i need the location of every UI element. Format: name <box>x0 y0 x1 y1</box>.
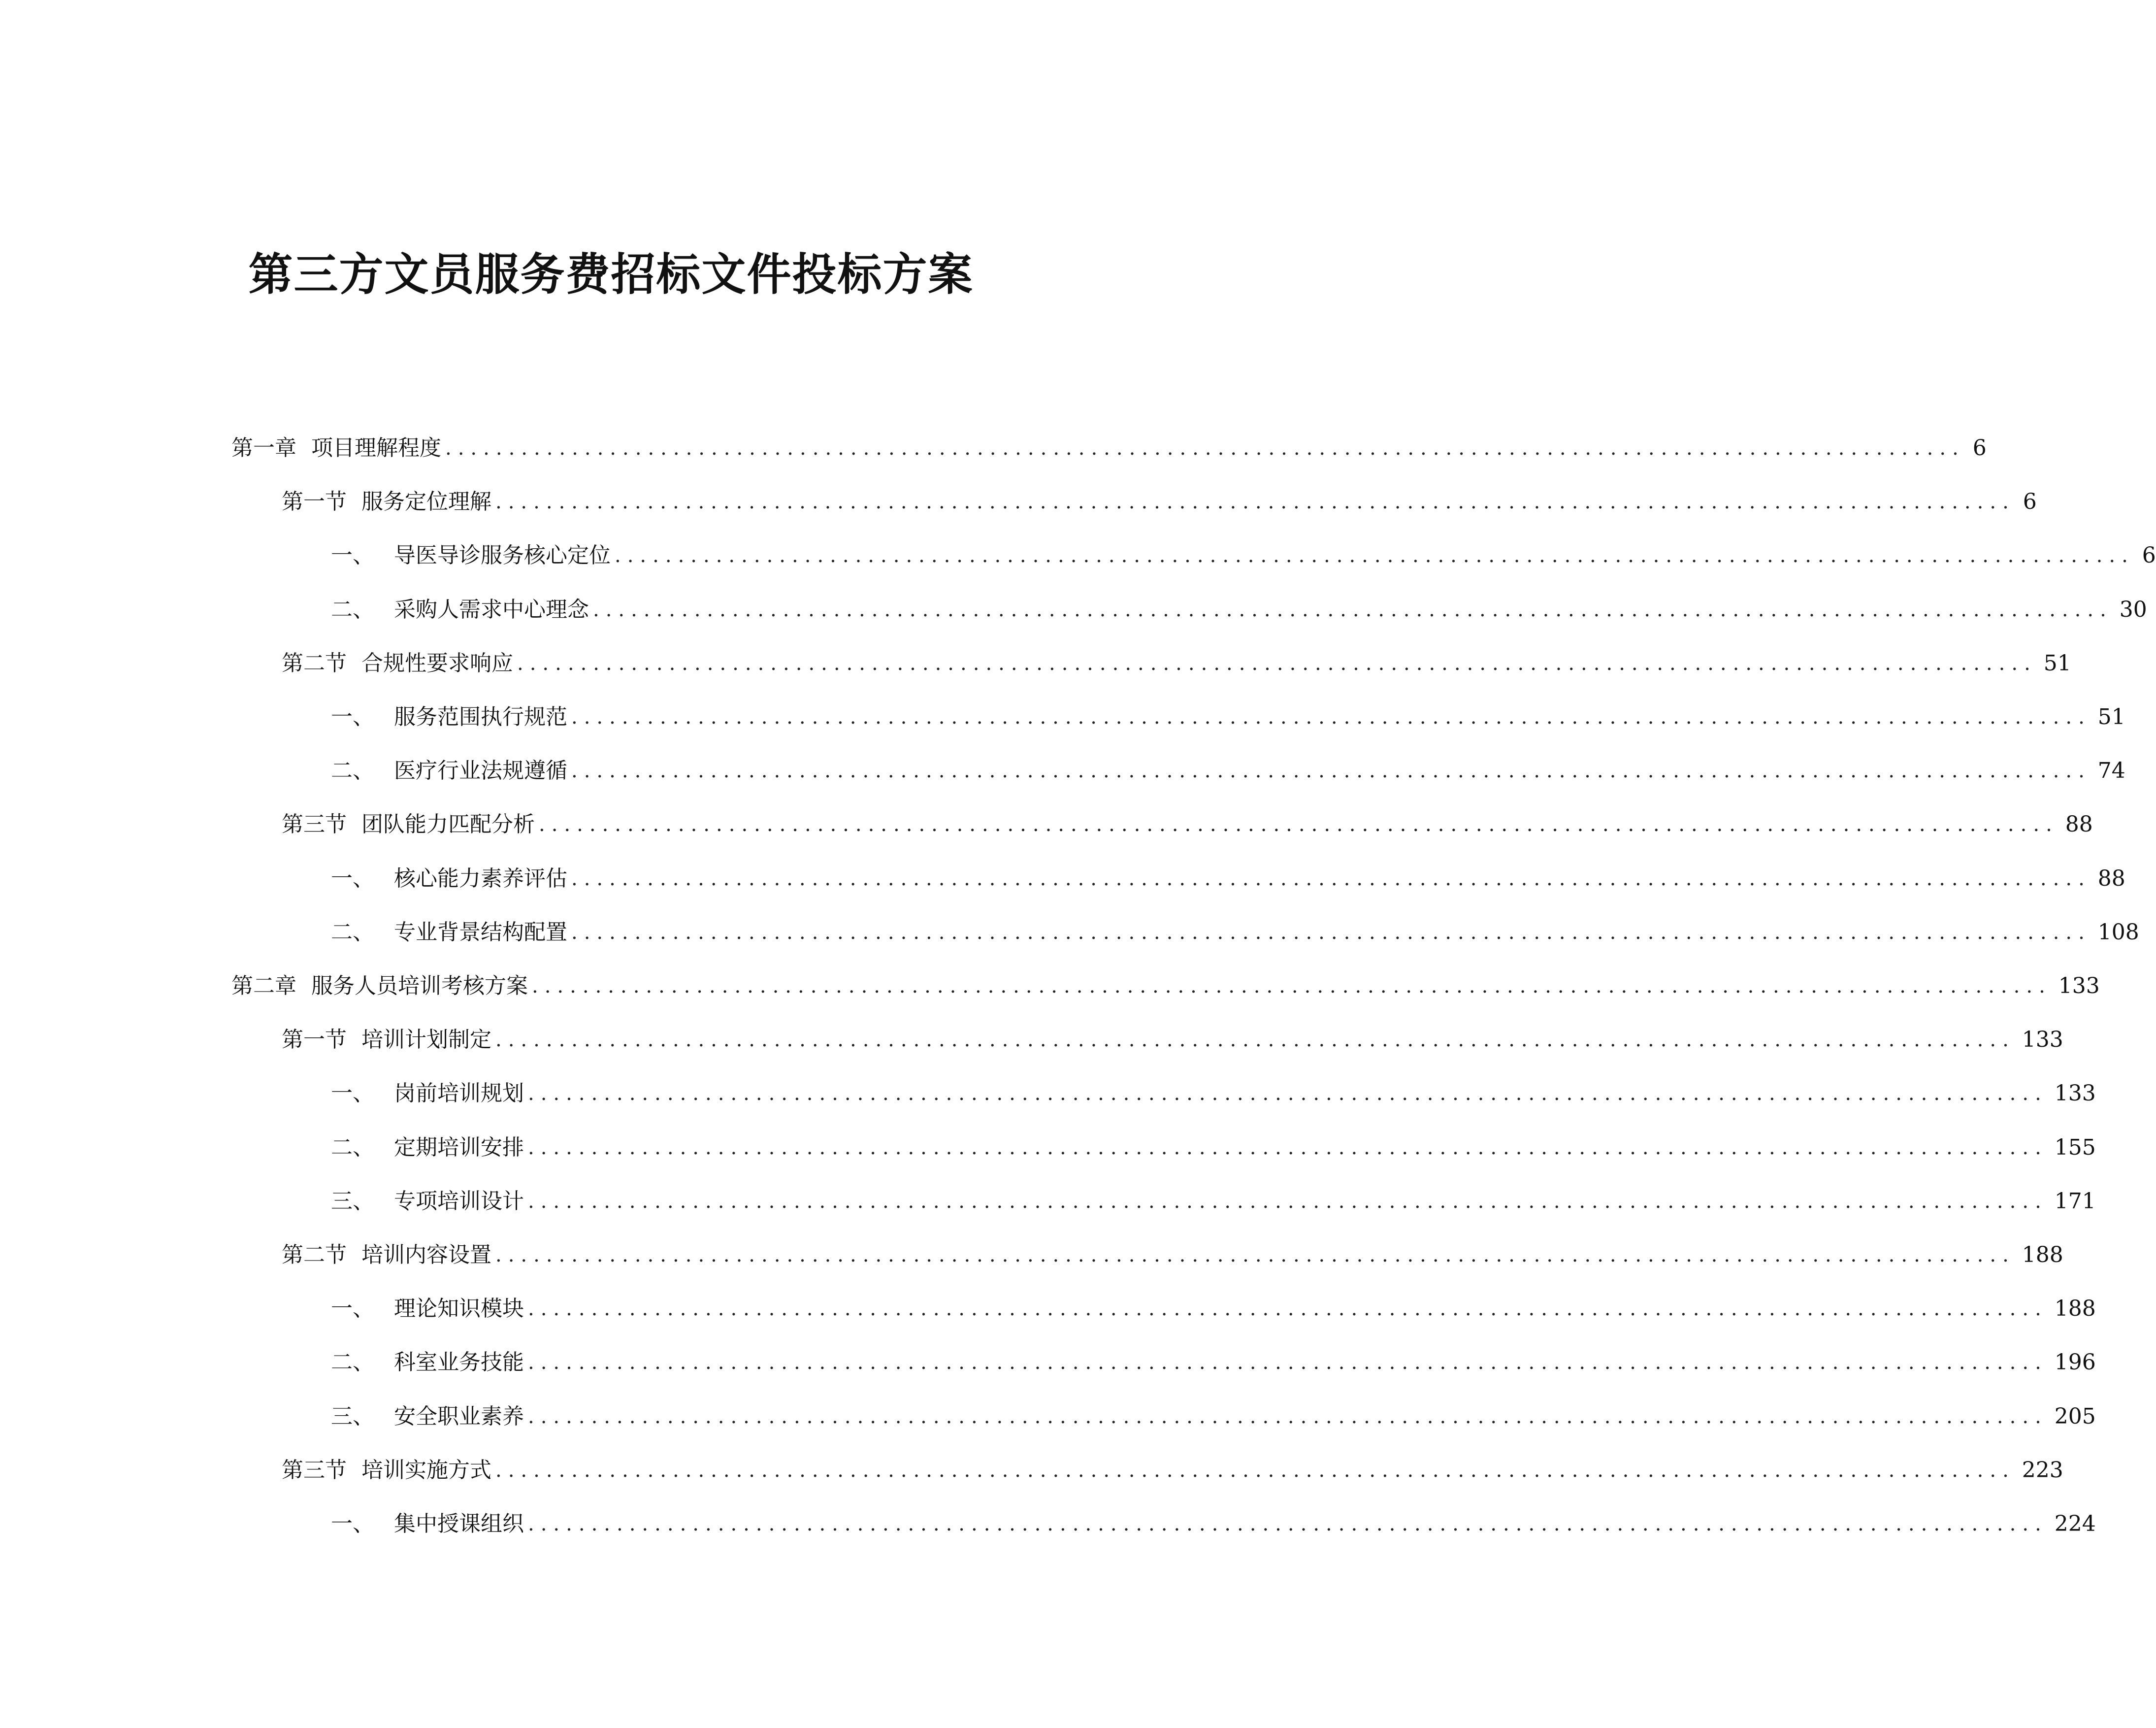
toc-entry[interactable] <box>331 1076 2096 1111</box>
toc-entry-prefix: 第一节 <box>282 1027 347 1053</box>
toc-entry-label <box>231 969 528 1003</box>
toc-entry-prefix: 一、 <box>331 865 374 891</box>
toc-entry[interactable] <box>331 862 2125 896</box>
toc-entry-text: 采购人需求中心理念 <box>394 597 589 622</box>
toc-entry[interactable] <box>331 1130 2096 1165</box>
toc-entry-text: 培训计划制定 <box>361 1027 491 1053</box>
toc-entry[interactable] <box>231 431 1987 465</box>
toc-entry-prefix: 三、 <box>331 1188 374 1214</box>
toc-entry-text: 定期培训安排 <box>394 1134 524 1160</box>
toc-entry-label <box>331 1345 524 1380</box>
toc-dot-leader: ........................................................................................................................ <box>571 867 2091 890</box>
toc-entry-text: 核心能力素养评估 <box>394 865 567 891</box>
toc-entry[interactable] <box>331 1345 2096 1380</box>
toc-page-number: 6 <box>2023 489 2037 515</box>
toc-entry-label <box>331 538 611 573</box>
toc-entry-text: 岗前培训规划 <box>394 1081 524 1106</box>
toc-entry-text: 医疗行业法规遵循 <box>394 758 567 784</box>
toc-entry-prefix: 二、 <box>331 758 374 784</box>
toc-entry[interactable] <box>231 969 2100 1003</box>
toc-entry-label <box>331 862 567 896</box>
toc-entry-label <box>331 1507 524 1541</box>
toc-dot-leader: ........................................................................................................................ <box>571 706 2091 729</box>
toc-dot-leader: ........................................................................................................................ <box>495 1029 2015 1052</box>
toc-entry-label <box>282 1453 491 1488</box>
toc-dot-leader: ........................................................................................................................ <box>532 975 2052 997</box>
toc-dot-leader: ........................................................................................................................ <box>445 437 1965 460</box>
toc-entry-text: 合规性要求响应 <box>361 650 513 676</box>
toc-dot-leader: ........................................................................................................................ <box>495 1459 2015 1482</box>
toc-entry-prefix: 三、 <box>331 1403 374 1429</box>
toc-page-number: 224 <box>2054 1511 2096 1536</box>
toc-entry-prefix: 第三节 <box>282 812 347 837</box>
toc-entry[interactable] <box>331 593 2147 627</box>
toc-page-number: 108 <box>2097 919 2139 945</box>
toc-page-number: 88 <box>2065 812 2093 837</box>
toc-page-number: 51 <box>2043 650 2071 676</box>
toc-entry[interactable] <box>282 1453 2063 1488</box>
toc-page-number: 133 <box>2058 973 2100 998</box>
toc-page-number: 6 <box>2142 543 2156 568</box>
toc-entry[interactable] <box>282 1238 2063 1272</box>
toc-entry[interactable] <box>282 1023 2063 1057</box>
toc-page-number: 30 <box>2119 597 2147 622</box>
toc-dot-leader: ........................................................................................................................ <box>539 813 2058 836</box>
toc-entry-label <box>331 593 589 627</box>
toc-dot-leader: ........................................................................................................................ <box>517 652 2037 675</box>
toc-page-number: 155 <box>2054 1134 2096 1160</box>
toc-dot-leader: ........................................................................................................................ <box>528 1082 2048 1105</box>
toc-page-number: 133 <box>2022 1027 2063 1053</box>
toc-entry-label <box>331 700 567 734</box>
toc-entry-prefix: 第二节 <box>282 1242 347 1267</box>
toc-dot-leader: ........................................................................................................................ <box>571 760 2091 783</box>
toc-entry-prefix: 第三节 <box>282 1457 347 1483</box>
toc-dot-leader: ........................................................................................................................ <box>528 1190 2048 1213</box>
toc-entry[interactable] <box>331 538 2156 573</box>
toc-entry-prefix: 第二节 <box>282 650 347 676</box>
toc-dot-leader: ........................................................................................................................ <box>528 1351 2048 1374</box>
toc-entry-prefix: 一、 <box>331 1081 374 1106</box>
toc-entry-text: 科室业务技能 <box>394 1350 524 1375</box>
toc-entry-label <box>282 1238 491 1272</box>
toc-page-number: 171 <box>2054 1188 2096 1214</box>
toc-dot-leader: ........................................................................................................................ <box>495 1244 2015 1266</box>
toc-entry-label <box>331 754 567 788</box>
toc-entry-text: 专项培训设计 <box>394 1188 524 1214</box>
toc-entry[interactable] <box>282 485 2037 519</box>
toc-entry-text: 服务范围执行规范 <box>394 704 567 730</box>
toc-dot-leader: ........................................................................................................................ <box>593 598 2113 621</box>
toc-page-number: 188 <box>2054 1296 2096 1322</box>
toc-entry-prefix: 一、 <box>331 704 374 730</box>
toc-page-number: 196 <box>2054 1350 2096 1375</box>
toc-entry-text: 理论知识模块 <box>394 1296 524 1322</box>
toc-entry[interactable] <box>331 1292 2096 1326</box>
toc-entry-label <box>331 1076 524 1111</box>
toc-entry-text: 集中授课组织 <box>394 1511 524 1536</box>
toc-dot-leader: ........................................................................................................................ <box>528 1297 2048 1321</box>
toc-entry-label <box>331 1130 524 1165</box>
toc-page-number: 51 <box>2097 704 2125 730</box>
toc-entry-label <box>282 485 491 519</box>
toc-entry-label <box>331 1399 524 1434</box>
toc-entry[interactable] <box>331 1399 2096 1434</box>
document-title: 第三方文员服务费招标文件投标方案 <box>248 249 974 300</box>
toc-entry-prefix: 二、 <box>331 1134 374 1160</box>
toc-dot-leader: ........................................................................................................................ <box>495 491 2015 514</box>
toc-page-number: 133 <box>2054 1081 2096 1106</box>
toc-dot-leader: ........................................................................................................................ <box>615 544 2134 567</box>
toc-dot-leader: ........................................................................................................................ <box>528 1136 2048 1159</box>
toc-entry-prefix: 二、 <box>331 919 374 945</box>
toc-page-number: 88 <box>2097 865 2125 891</box>
toc-entry-label <box>282 646 513 681</box>
toc-entry[interactable] <box>282 807 2093 842</box>
toc-entry-label <box>331 1292 524 1326</box>
toc-entry-text: 服务人员培训考核方案 <box>311 973 528 998</box>
toc-entry-prefix: 二、 <box>331 597 374 622</box>
toc-entry-label <box>231 431 441 465</box>
toc-entry-label <box>331 915 567 950</box>
toc-entry-text: 专业背景结构配置 <box>394 919 567 945</box>
toc-entry[interactable] <box>331 754 2125 788</box>
toc-dot-leader: ........................................................................................................................ <box>528 1405 2048 1428</box>
toc-entry-label <box>282 1023 491 1057</box>
toc-entry-prefix: 一、 <box>331 543 374 568</box>
toc-entry[interactable] <box>282 646 2071 681</box>
toc-page-number: 205 <box>2054 1403 2096 1429</box>
toc-entry-label <box>331 1184 524 1219</box>
toc-entry-prefix: 二、 <box>331 1350 374 1375</box>
toc-dot-leader: ........................................................................................................................ <box>571 921 2091 944</box>
toc-entry-text: 导医导诊服务核心定位 <box>394 543 611 568</box>
toc-entry-text: 安全职业素养 <box>394 1403 524 1429</box>
toc-entry[interactable] <box>331 1507 2096 1541</box>
toc-entry-label <box>282 807 535 842</box>
toc-entry-prefix: 一、 <box>331 1296 374 1322</box>
toc-entry[interactable] <box>331 700 2125 734</box>
toc-entry[interactable] <box>331 915 2139 950</box>
toc-page-number: 6 <box>1972 435 1987 461</box>
toc-entry-text: 服务定位理解 <box>361 489 491 515</box>
toc-entry[interactable] <box>331 1184 2096 1219</box>
toc-entry-prefix: 第一章 <box>231 435 296 461</box>
toc-entry-prefix: 一、 <box>331 1511 374 1536</box>
toc-page-number: 223 <box>2022 1457 2063 1483</box>
toc-entry-text: 团队能力匹配分析 <box>361 812 535 837</box>
toc-entry-prefix: 第二章 <box>231 973 296 998</box>
toc-dot-leader: ........................................................................................................................ <box>528 1513 2048 1535</box>
toc-entry-text: 培训内容设置 <box>361 1242 491 1267</box>
toc-page-number: 188 <box>2022 1242 2063 1267</box>
toc-entry-prefix: 第一节 <box>282 489 347 515</box>
toc-entry-text: 培训实施方式 <box>361 1457 491 1483</box>
toc-page-number: 74 <box>2097 758 2125 784</box>
toc-entry-text: 项目理解程度 <box>311 435 441 461</box>
